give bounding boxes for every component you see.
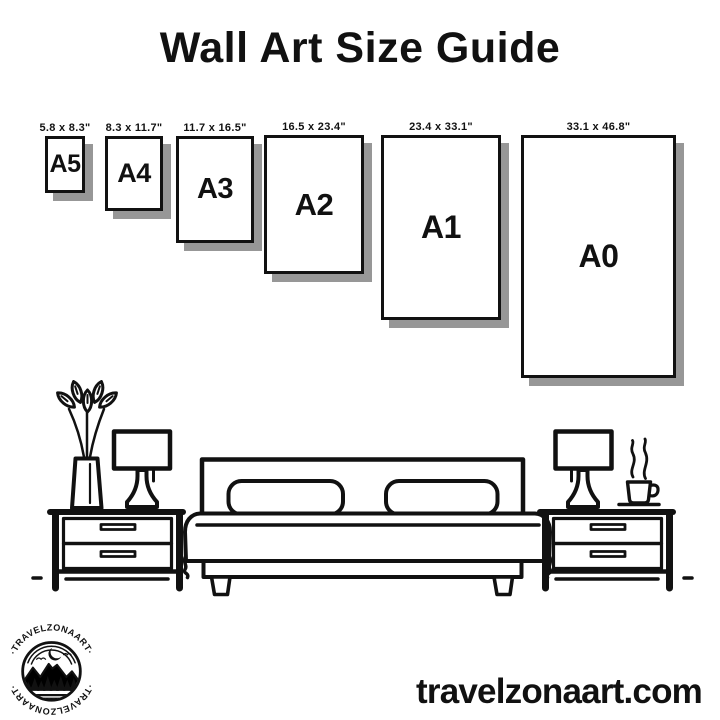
bed-base [204, 561, 522, 577]
paper-size-a4 [105, 122, 163, 211]
drawer [554, 519, 662, 544]
vase-plant-icon [55, 380, 119, 508]
vase [72, 459, 102, 509]
bedroom-illustration [0, 380, 720, 620]
page-title: Wall Art Size Guide [159, 24, 561, 72]
size-name-label: A2 [294, 186, 334, 222]
paper-size-a2 [264, 121, 364, 274]
size-name-label: A3 [196, 173, 234, 205]
size-dimensions-label: 11.7 x 16.5" [183, 122, 247, 134]
size-name-label: A0 [578, 238, 619, 274]
pillow-icon [386, 481, 498, 515]
lamp-shade [114, 432, 170, 469]
nightstand-icon [50, 512, 183, 588]
drawer-handle [591, 525, 625, 530]
paper-size-a5 [39, 122, 91, 193]
bed-foot [212, 577, 231, 595]
paper-size-a3 [176, 122, 254, 243]
duvet [185, 514, 550, 562]
brand-logo-badge [5, 622, 98, 717]
size-name-label: A5 [49, 150, 81, 178]
table-lamp-icon [114, 432, 170, 508]
logo-ring-text-top: ·TRAVELZONAART· [7, 622, 96, 657]
size-dimensions-label: 23.4 x 33.1" [409, 121, 473, 133]
table-lamp-icon [556, 432, 612, 508]
lamp-shade [556, 432, 612, 469]
bed-foot [494, 577, 513, 595]
coffee-cup-icon [619, 439, 659, 505]
nightstand-icon [540, 512, 673, 588]
size-name-label: A1 [421, 209, 461, 245]
steam-icon [632, 439, 647, 479]
logo-ring-text-bottom: ·TRAVELZONAART· [7, 682, 96, 717]
size-dimensions-label: 5.8 x 8.3" [39, 122, 91, 134]
paper-size-a0 [521, 121, 676, 378]
drawer-handle [591, 552, 625, 557]
size-dimensions-label: 16.5 x 23.4" [282, 121, 346, 133]
drawer [64, 519, 172, 544]
drawer-handle [101, 552, 135, 557]
paper-size-a1 [381, 121, 501, 320]
pillow-icon [229, 481, 344, 515]
drawer-handle [101, 525, 135, 530]
website-url: travelzonaart.com [416, 672, 702, 711]
bed-icon [184, 460, 550, 595]
size-dimensions-label: 33.1 x 46.8" [566, 121, 631, 133]
size-name-label: A4 [117, 158, 151, 188]
size-dimensions-label: 8.3 x 11.7" [105, 122, 163, 134]
